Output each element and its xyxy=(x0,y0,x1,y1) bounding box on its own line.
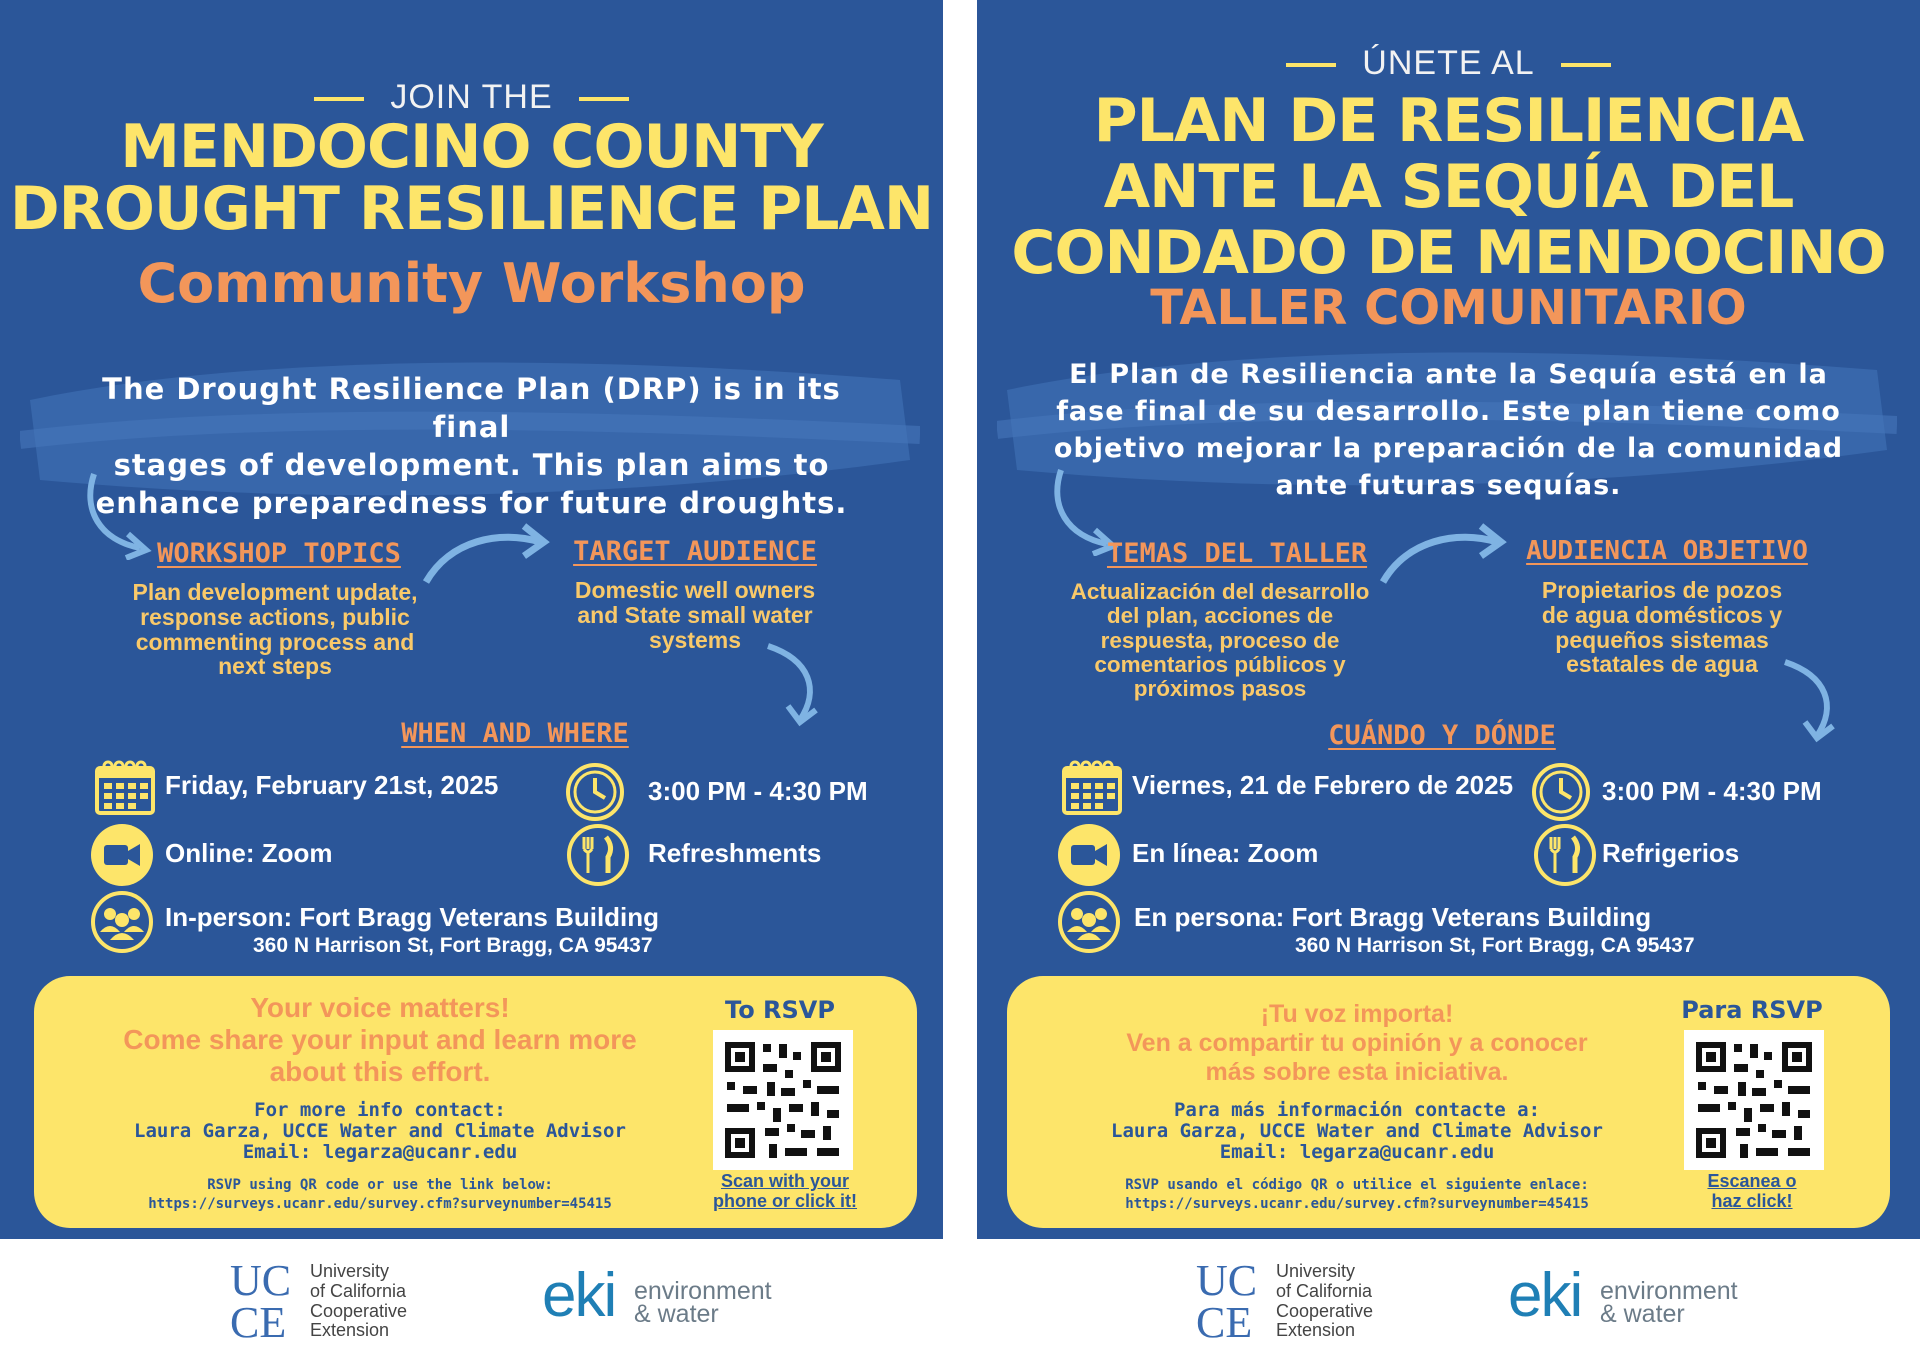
workshop-topics-body xyxy=(105,580,445,679)
qr-caption-line: phone or click it! xyxy=(712,1190,858,1211)
curved-arrow-icon xyxy=(80,470,160,560)
clock-icon xyxy=(1531,762,1591,822)
title-line: ANTE LA SEQUÍA DEL xyxy=(1103,152,1794,222)
rsvp-title: To RSVP xyxy=(725,996,835,1024)
qr-code-icon[interactable] xyxy=(1684,1030,1824,1170)
voice-line: ¡Tu voz importa! xyxy=(1260,1000,1454,1028)
kicker-text: ÚNETE AL xyxy=(1362,44,1535,82)
body-line: response actions, public xyxy=(140,603,410,630)
rsvp-instructions xyxy=(60,1176,700,1214)
workshop-topics-body xyxy=(1045,580,1395,701)
qr-caption-line: Scan with your xyxy=(720,1171,850,1191)
contact-line: Para más información contacte a: xyxy=(1173,1099,1541,1121)
when-and-where-heading: WHEN AND WHERE xyxy=(401,718,629,749)
eki-logo xyxy=(542,1261,792,1336)
body-line: Domestic well owners xyxy=(574,577,816,603)
voice-message xyxy=(1037,1000,1677,1087)
eki-text-line: & water xyxy=(1600,1299,1685,1328)
voice-message xyxy=(60,992,700,1088)
body-line: del plan, acciones de xyxy=(1106,603,1334,629)
eki-logo-text xyxy=(634,1277,772,1328)
contact-line: Laura Garza, UCCE Water and Climate Advisor xyxy=(134,1120,626,1142)
rsvp-note: RSVP usando el código QR o utilice el siguiente enlace: xyxy=(1125,1177,1589,1193)
body-line: and State small water xyxy=(577,601,813,628)
ucce-text-line: of California xyxy=(310,1280,407,1301)
contact-email[interactable]: Email: legarza@ucanr.edu xyxy=(242,1141,518,1163)
people-group-icon xyxy=(1057,890,1121,954)
qr-caption-line: haz click! xyxy=(1711,1190,1793,1211)
body-line: estatales de agua xyxy=(1566,651,1758,678)
refreshments: Refreshments xyxy=(648,838,822,868)
target-audience-heading: TARGET AUDIENCE xyxy=(573,536,817,567)
eki-logo-text xyxy=(1600,1277,1738,1328)
main-title xyxy=(0,112,943,244)
qr-code-icon[interactable] xyxy=(713,1030,853,1170)
flyer-english xyxy=(0,0,943,1239)
intro-paragraph xyxy=(1017,356,1880,504)
ucce-letters-top: UC xyxy=(1196,1256,1258,1305)
rsvp-url-link[interactable]: https://surveys.ucanr.edu/survey.cfm?surveynumber=45415 xyxy=(148,1196,612,1212)
ucce-text-line: Cooperative xyxy=(1276,1300,1374,1321)
subtitle: TALLER COMUNITARIO xyxy=(1150,280,1747,336)
eki-text-line: environment xyxy=(634,1277,772,1305)
video-camera-icon xyxy=(1057,823,1121,887)
intro-line: The Drought Resilience Plan (DRP) is in its final xyxy=(102,372,841,444)
fork-knife-icon xyxy=(1533,823,1597,887)
eki-text-line: environment xyxy=(1600,1277,1738,1305)
body-line: Plan development update, xyxy=(132,579,418,605)
intro-line: enhance preparedness for future droughts. xyxy=(95,486,848,520)
ucce-logo-text xyxy=(1276,1262,1373,1341)
rsvp-note: RSVP using QR code or use the link below: xyxy=(207,1177,553,1193)
eki-logo-mark: eki xyxy=(542,1261,616,1330)
event-time: 3:00 PM - 4:30 PM xyxy=(648,776,868,806)
ucce-text-line: Extension xyxy=(1276,1320,1356,1341)
qr-caption-line: Escanea o xyxy=(1707,1171,1797,1191)
title-line: DROUGHT RESILIENCE PLAN xyxy=(9,174,934,244)
refreshments: Refrigerios xyxy=(1602,838,1740,868)
target-audience-body xyxy=(1512,578,1812,677)
eki-logo xyxy=(1508,1261,1758,1336)
curved-arrow-icon xyxy=(1377,520,1507,590)
ucce-text-line: of California xyxy=(1276,1280,1373,1301)
in-person-location: En persona: Fort Bragg Veterans Building xyxy=(1134,902,1652,932)
video-camera-icon xyxy=(90,823,154,887)
eki-logo-mark: eki xyxy=(1508,1261,1582,1330)
kicker-text: JOIN THE xyxy=(390,78,553,116)
contact-email[interactable]: Email: legarza@ucanr.edu xyxy=(1219,1141,1495,1163)
title-line: CONDADO DE MENDOCINO xyxy=(1011,218,1886,288)
fork-knife-icon xyxy=(566,823,630,887)
body-line: pequeños sistemas xyxy=(1555,626,1769,653)
address: 360 N Harrison St, Fort Bragg, CA 95437 xyxy=(1295,934,1695,957)
ucce-logo-letters xyxy=(230,1256,292,1347)
body-line: de agua domésticos y xyxy=(1541,601,1783,628)
contact-line: For more info contact: xyxy=(254,1099,506,1121)
ucce-text-line: University xyxy=(1276,1261,1356,1281)
event-date: Viernes, 21 de Febrero de 2025 xyxy=(1132,770,1514,800)
eki-text-line: & water xyxy=(634,1299,719,1328)
rsvp-url-link[interactable]: https://surveys.ucanr.edu/survey.cfm?surveynumber=45415 xyxy=(1125,1196,1589,1212)
ucce-text-line: University xyxy=(310,1261,390,1281)
qr-code-pattern xyxy=(1684,1030,1824,1170)
intro-line: stages of development. This plan aims to xyxy=(113,448,830,482)
ucce-logo xyxy=(230,1256,450,1347)
calendar-icon xyxy=(94,760,156,816)
ucce-logo-text xyxy=(310,1262,407,1341)
ucce-logo xyxy=(1196,1256,1416,1347)
event-time: 3:00 PM - 4:30 PM xyxy=(1602,776,1822,806)
voice-line: Come share your input and learn more xyxy=(123,1024,637,1055)
calendar-icon xyxy=(1061,760,1123,816)
when-and-where-heading: CUÁNDO Y DÓNDE xyxy=(1328,720,1556,751)
clock-icon xyxy=(565,762,625,822)
intro-paragraph xyxy=(60,370,883,522)
ucce-letters-top: UC xyxy=(230,1256,292,1305)
body-line: Actualización del desarrollo xyxy=(1070,579,1370,604)
qr-caption-link[interactable] xyxy=(700,1172,870,1212)
body-line: Propietarios de pozos xyxy=(1541,577,1783,603)
ucce-text-line: Extension xyxy=(310,1320,390,1341)
workshop-topics-heading: TEMAS DEL TALLER xyxy=(1107,538,1368,569)
body-line: systems xyxy=(648,626,742,653)
in-person-location: In-person: Fort Bragg Veterans Building xyxy=(165,902,660,932)
intro-line: fase final de su desarrollo. Este plan tiene como xyxy=(1056,396,1841,427)
subtitle: Community Workshop xyxy=(137,252,806,315)
workshop-topics-heading: WORKSHOP TOPICS xyxy=(157,538,401,569)
intro-line: El Plan de Resiliencia ante la Sequía está en la xyxy=(1069,359,1828,390)
qr-code-pattern xyxy=(713,1030,853,1170)
body-line: próximos pasos xyxy=(1133,676,1307,702)
flyer-spanish xyxy=(977,0,1920,1239)
rsvp-title: Para RSVP xyxy=(1681,996,1823,1024)
body-line: commenting process and xyxy=(135,628,415,655)
ucce-letters-bottom: CE xyxy=(1196,1297,1253,1347)
main-title xyxy=(977,88,1920,286)
people-group-icon xyxy=(90,890,154,954)
intro-line: objetivo mejorar la preparación de la comunidad xyxy=(1053,433,1844,464)
kicker xyxy=(977,44,1920,83)
title-line: PLAN DE RESILIENCIA xyxy=(1093,86,1804,156)
online-option: Online: Zoom xyxy=(165,838,333,868)
address: 360 N Harrison St, Fort Bragg, CA 95437 xyxy=(253,934,653,957)
qr-caption-link[interactable] xyxy=(1667,1172,1837,1212)
contact-line: Laura Garza, UCCE Water and Climate Advisor xyxy=(1111,1120,1603,1142)
voice-line: más sobre esta iniciativa. xyxy=(1205,1058,1509,1086)
voice-line: about this effort. xyxy=(269,1056,491,1087)
intro-line: ante futuras sequías. xyxy=(1275,470,1622,501)
contact-info xyxy=(60,1100,700,1163)
ucce-logo-letters xyxy=(1196,1256,1258,1347)
center-gutter xyxy=(943,0,977,1239)
online-option: En línea: Zoom xyxy=(1132,838,1319,868)
ucce-text-line: Cooperative xyxy=(310,1300,408,1321)
contact-info xyxy=(1017,1100,1697,1163)
rsvp-instructions xyxy=(1017,1176,1697,1214)
title-line: MENDOCINO COUNTY xyxy=(120,112,823,182)
target-audience-heading: AUDIENCIA OBJETIVO xyxy=(1526,536,1808,566)
ucce-letters-bottom: CE xyxy=(230,1297,287,1347)
voice-line: Your voice matters! xyxy=(250,992,510,1023)
body-line: respuesta, proceso de xyxy=(1100,627,1340,653)
kicker-dash-right xyxy=(579,97,629,101)
kicker-dash-left xyxy=(1286,63,1336,67)
body-line: comentarios públicos y xyxy=(1094,651,1346,677)
body-line: next steps xyxy=(218,653,332,680)
kicker-dash-left xyxy=(314,97,364,101)
curved-arrow-icon xyxy=(760,640,830,730)
event-date: Friday, February 21st, 2025 xyxy=(165,770,499,800)
kicker-dash-right xyxy=(1561,63,1611,67)
target-audience-body xyxy=(545,578,845,652)
voice-line: Ven a compartir tu opinión y a conocer xyxy=(1126,1029,1588,1057)
